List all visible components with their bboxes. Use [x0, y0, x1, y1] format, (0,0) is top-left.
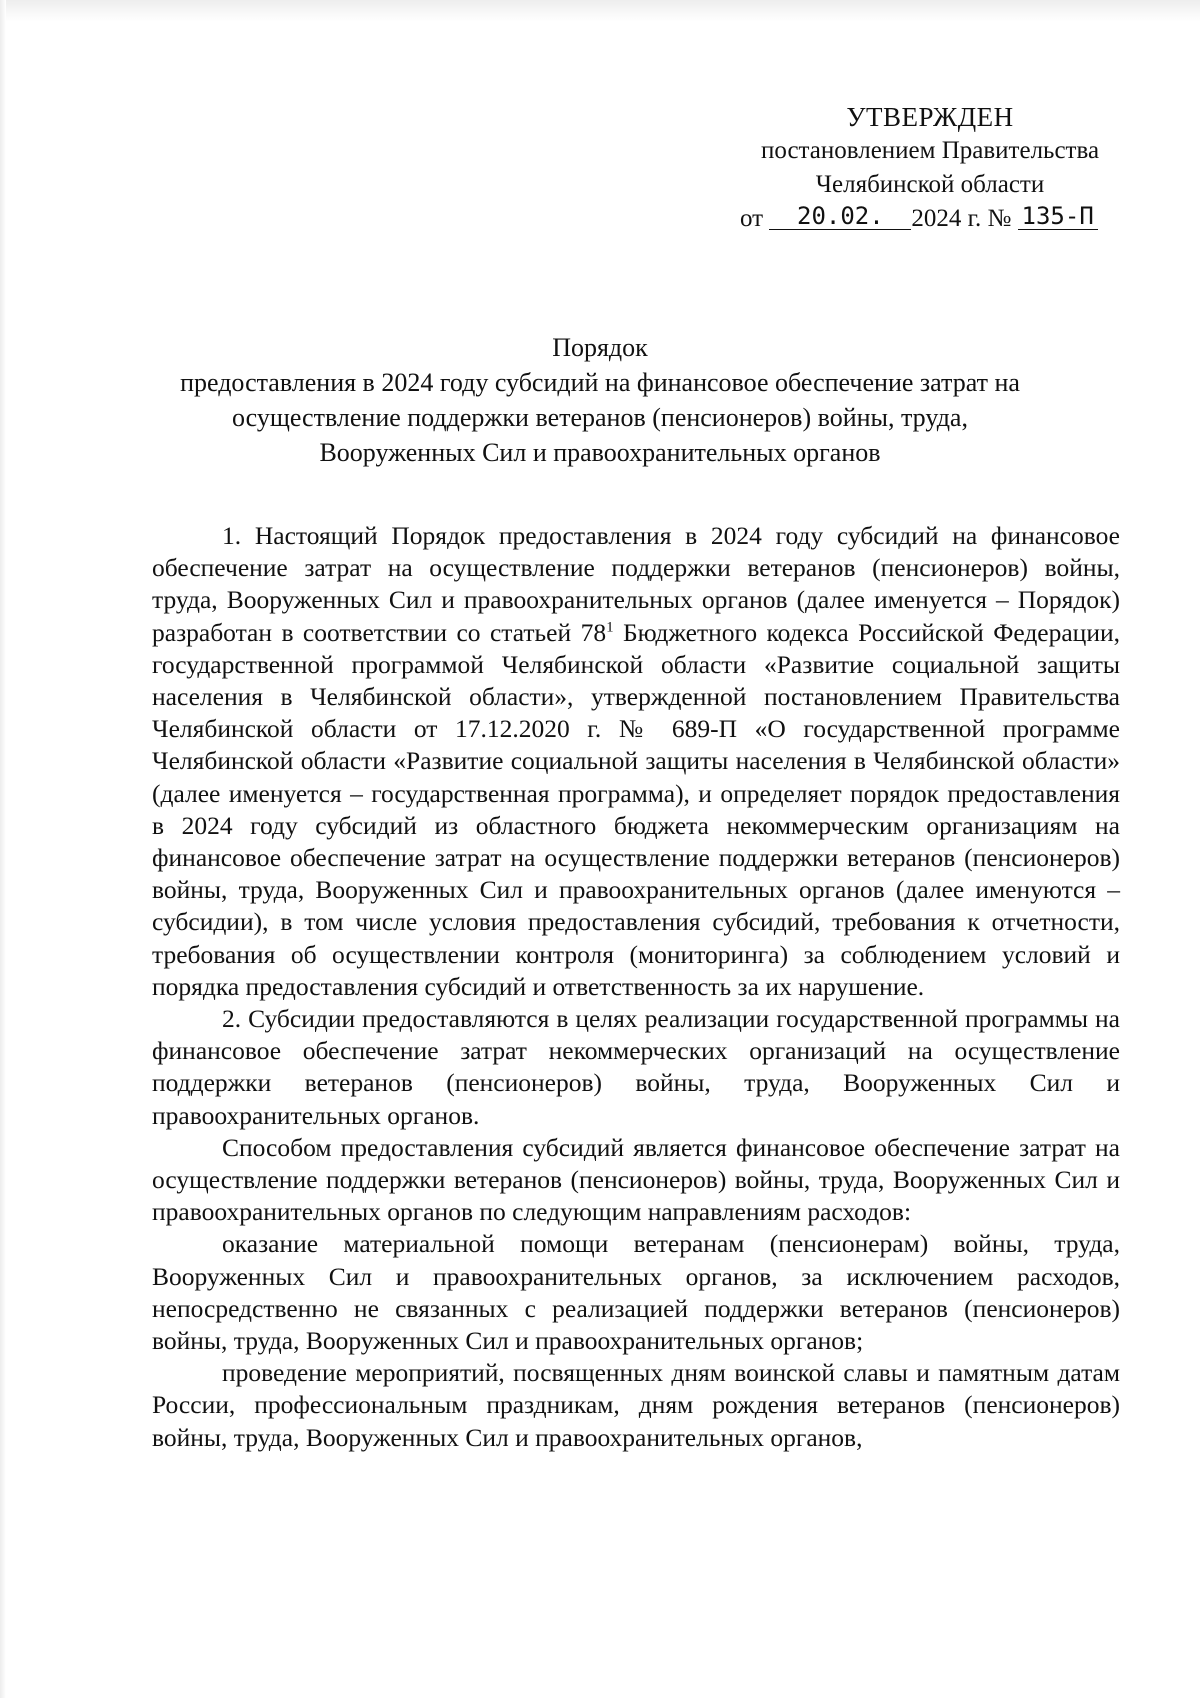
article-superscript: 1	[606, 619, 614, 636]
paragraph-4: оказание материальной помощи ветеранам (пенсионерам) войны, труда, Вооруженных Сил и правоохранительных органов, за исключением расходов, непосредственно не связанных с реализацией поддержки ветеранов (пенсионеров) войны, труда, Вооруженных Сил и правоохранительных органов;	[152, 1229, 1120, 1356]
date-value: 20.02.	[769, 203, 911, 230]
paragraph-1-part-a: 1. Настоящий Порядок предоставления в 2024 году субсидий на финансовое обеспечение затрат на осуществление поддержки ветеранов (пенсионеров) войны, труда, Вооруженных Сил и правоохранительных органов (далее именуется – Порядок) разработан в соответствии со статьей 78	[152, 521, 1120, 647]
title-line-2: осуществление поддержки ветеранов (пенсионеров) войны, труда,	[232, 403, 968, 432]
paragraph-3: Способом предоставления субсидий является финансовое обеспечение затрат на осуществление поддержки ветеранов (пенсионеров) войны, труда, Вооруженных Сил и правоохранительных органов по следующим направлениям расходов:	[152, 1132, 1120, 1227]
paragraph-1-part-b: Бюджетного кодекса Российской Федерации, государственной программой Челябинской области «Развитие социальной защиты населения в Челябинской области», утвержденной постановлением Правительства Челябинской области от 17.12.2020 г. № 689-П «О государственной программе Челябинской области «Развитие социальной защиты населения в Челябинской области» (далее именуется – государственная программа), и определяет порядок предоставления в 2024 году субсидий из областного бюджета некоммерческим организациям на финансовое обеспечение затрат на осуществление поддержки ветеранов (пенсионеров) войны, труда, Вооруженных Сил и правоохранительных органов (далее именуются – субсидии), в том числе условия предоставления субсидий, требования к отчетности, требования об осуществлении контроля (мониторинга) за соблюдением условий и порядка предоставления субсидий и ответственность за их нарушение.	[152, 617, 1120, 1001]
paragraph-5: проведение мероприятий, посвященных дням воинской славы и памятным датам России, профессиональным праздникам, дням рождения ветеранов (пенсионеров) войны, труда, Вооруженных Сил и правоохранительных органов,	[152, 1358, 1120, 1452]
scan-edge-left	[0, 0, 6, 1698]
scan-edge-top	[0, 0, 1200, 22]
date-prefix: от	[740, 205, 764, 232]
approval-date-line	[700, 202, 1160, 236]
decree-number: 135-П	[1018, 203, 1098, 230]
title-heading: Порядок	[552, 333, 648, 362]
approved-by-line-2: Челябинской области	[815, 171, 1045, 198]
approval-stamp	[700, 100, 1160, 236]
approved-heading: УТВЕРЖДЕН	[846, 102, 1014, 132]
year-and-number-label: 2024 г. №	[911, 205, 1012, 232]
approved-by-line-1: постановлением Правительства	[760, 137, 1100, 164]
paragraph-1	[152, 520, 1120, 1003]
document-title	[100, 330, 1100, 470]
title-line-3: Вооруженных Сил и правоохранительных органов	[319, 438, 881, 467]
document-body	[152, 520, 1120, 1454]
paragraph-2: 2. Субсидии предоставляются в целях реализации государственной программы на финансовое обеспечение затрат некоммерческих организаций на осуществление поддержки ветеранов (пенсионеров) войны, труда, Вооруженных Сил и правоохранительных органов.	[152, 1004, 1120, 1130]
title-line-1: предоставления в 2024 году субсидий на финансовое обеспечение затрат на	[180, 368, 1020, 397]
